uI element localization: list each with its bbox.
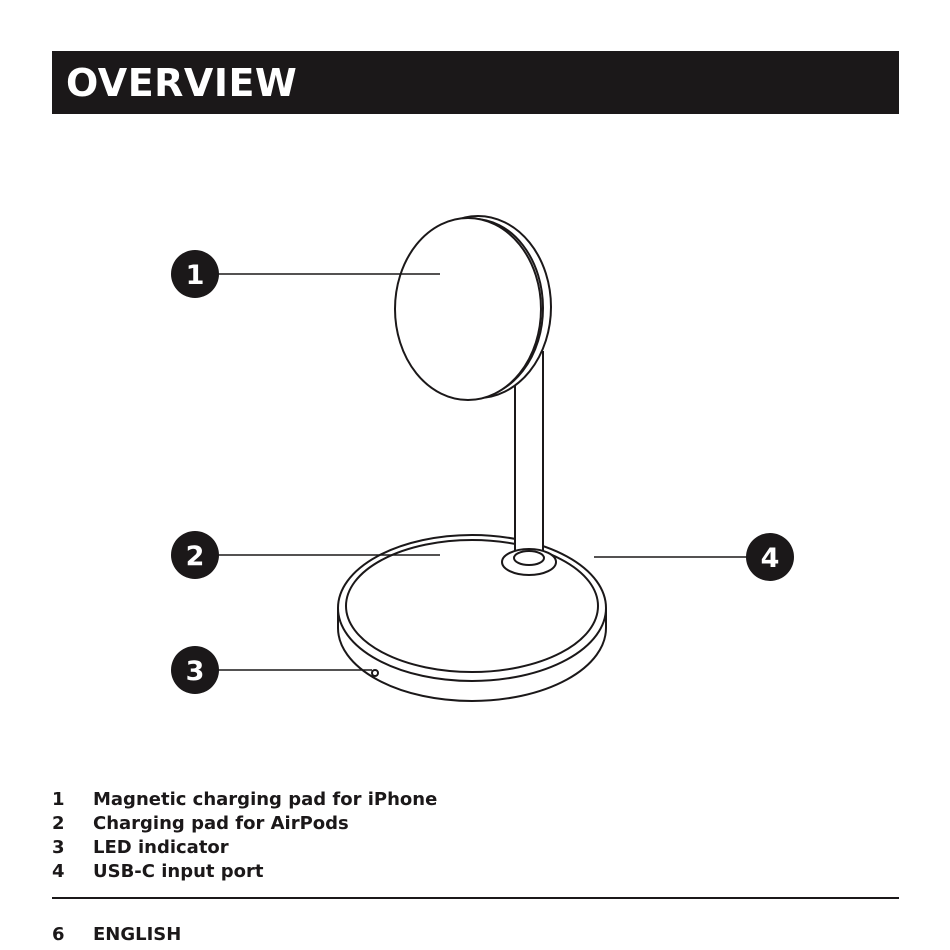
legend-label: Magnetic charging pad for iPhone (93, 789, 438, 810)
callout-1 (171, 250, 219, 298)
base-top (338, 535, 606, 681)
svg-text:1: 1 (185, 260, 205, 291)
page-title: OVERVIEW (66, 61, 298, 105)
legend-label: USB-C input port (93, 861, 264, 882)
page-number: 6 (52, 924, 65, 945)
legend-number: 2 (52, 813, 65, 834)
legend-number: 3 (52, 837, 65, 858)
svg-text:2: 2 (185, 541, 205, 572)
stem-foot-inner (514, 551, 544, 565)
callout-2 (171, 531, 219, 579)
callout-3 (171, 646, 219, 694)
footer-language: ENGLISH (93, 924, 182, 945)
mag-pad-face (395, 218, 541, 400)
callout-4 (746, 533, 794, 581)
svg-text:3: 3 (185, 656, 205, 687)
footer-divider (52, 897, 899, 899)
legend-number: 4 (52, 861, 65, 882)
svg-text:4: 4 (760, 543, 780, 574)
legend-label: LED indicator (93, 837, 229, 858)
legend-item (52, 812, 437, 836)
stem (515, 352, 543, 562)
legend-item (52, 860, 437, 884)
legend-number: 1 (52, 789, 65, 810)
legend-label: Charging pad for AirPods (93, 813, 349, 834)
charging-stand-illustration (338, 216, 606, 701)
legend-item (52, 788, 437, 812)
parts-legend (52, 788, 437, 884)
page-footer (52, 923, 181, 947)
legend-item (52, 836, 437, 860)
